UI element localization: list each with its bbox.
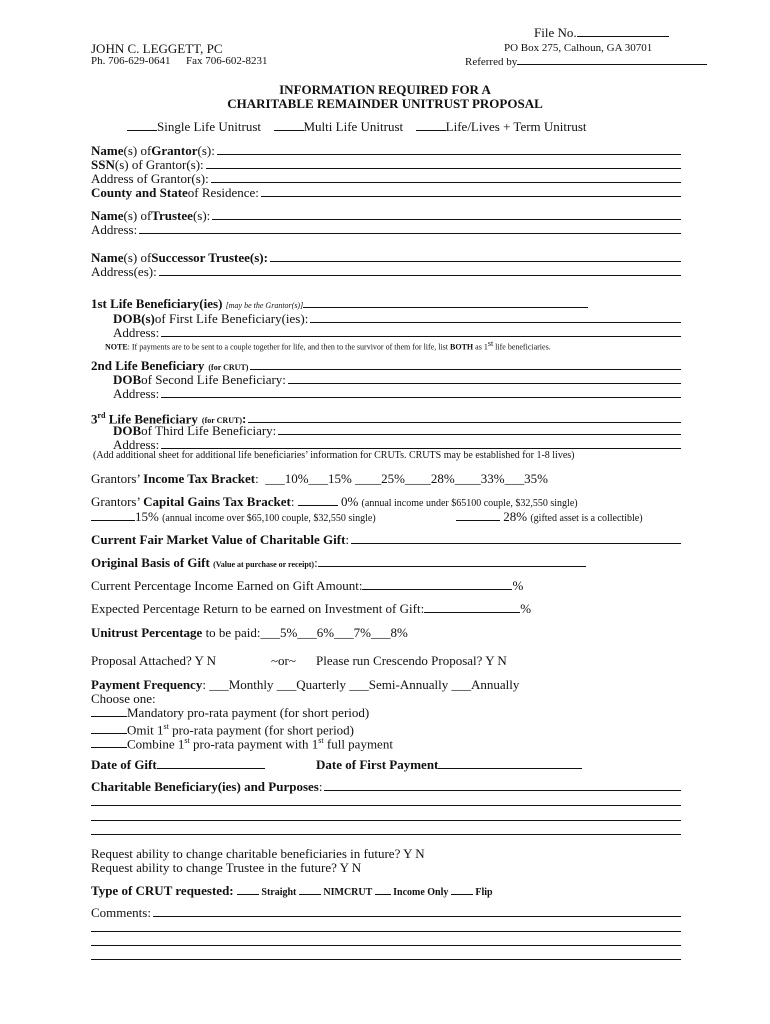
trustee-name-a: Name — [91, 208, 124, 223]
expected-return-field[interactable] — [424, 601, 520, 613]
proposal-or: ~or~ — [271, 653, 296, 668]
title-line-1: INFORMATION REQUIRED FOR A — [279, 82, 491, 97]
beneficiary3-dob-a: DOB — [113, 423, 142, 438]
beneficiary2-address-row — [113, 386, 681, 401]
single-life-checkbox[interactable] — [127, 119, 157, 131]
county-state-field[interactable] — [261, 185, 681, 197]
grantor-ssn-a: SSN — [91, 157, 115, 172]
original-basis-label: Original Basis of Gift — [91, 555, 210, 570]
beneficiary3-dob-field[interactable] — [278, 423, 681, 435]
beneficiary3-address-label: Address: — [113, 437, 160, 452]
successor-address-label: Address(es): — [91, 264, 157, 279]
grantor-ssn-row — [91, 157, 681, 172]
date-of-gift-row — [91, 757, 265, 772]
grantor-address-label: Address of Grantor(s): — [91, 171, 209, 186]
successor-name-field[interactable] — [270, 250, 681, 262]
grantor-name-row — [91, 143, 681, 158]
county-state-a: County and State — [91, 185, 188, 200]
pro-rata-3-label-b: pro-rata payment with 1 — [189, 736, 319, 752]
beneficiary3-tag: (for CRUT) — [201, 416, 242, 426]
beneficiary2-dob-row — [113, 372, 681, 387]
capital-gains-15-row — [91, 509, 376, 526]
pro-rata-3-sup-1: st — [184, 736, 190, 745]
beneficiary1-note: [may be the Grantor(s)] — [225, 301, 304, 310]
county-state-row — [91, 185, 681, 200]
footnote-d: as 1 — [473, 342, 488, 352]
beneficiary1-field[interactable] — [303, 296, 588, 308]
firm-name: JOHN C. LEGGETT, PC — [91, 41, 223, 56]
income-tax-label-b: Income Tax Bracket — [143, 471, 256, 486]
date-first-payment-row — [316, 757, 582, 772]
date-of-gift-field[interactable] — [157, 757, 265, 769]
footnote-b: : If payments are to be sent to a couple together for life, and then to the survivor of them for life, list — [127, 342, 451, 352]
date-first-payment-label: Date of First Payment — [316, 757, 439, 772]
beneficiary1-label: 1st Life Beneficiary(ies) — [91, 296, 223, 311]
footnote-sup: st — [487, 339, 494, 348]
beneficiary2-dob-field[interactable] — [288, 372, 681, 384]
income-tax-options[interactable]: ___10%___15% ____25%____28%____33%___35% — [265, 471, 548, 486]
file-no — [534, 25, 669, 40]
capital-gains-row: Grantors’ Capital Gains Tax Bracket: 0% (annual income under $65100 couple, $32,550 single) — [91, 494, 578, 509]
firm-fax: Fax 706-602-8231 — [185, 55, 268, 67]
charitable-field[interactable] — [324, 779, 681, 791]
income-only-field[interactable] — [375, 883, 391, 895]
grantor-name-a: Name — [91, 143, 124, 158]
beneficiary3-label: 3rd Life Beneficiary — [91, 411, 198, 427]
unitrust-row — [91, 625, 408, 640]
grantor-address-field[interactable] — [211, 171, 681, 183]
comments-field[interactable] — [153, 905, 681, 917]
beneficiary2-dob-a: DOB — [113, 372, 142, 387]
expected-return-label: Expected Percentage Return to be earned on Investment of Gift: — [91, 601, 425, 616]
beneficiary1-dob-a: DOB(s) — [113, 311, 155, 326]
firm-address: PO Box 275, Calhoun, GA 30701 — [504, 42, 653, 54]
charitable-label: Charitable Beneficiary(ies) and Purposes — [91, 779, 319, 794]
comments-line-3[interactable] — [91, 945, 681, 946]
income-only-label: Income Only — [393, 887, 449, 898]
trustee-name-b: (s) of — [123, 208, 152, 223]
beneficiary2-tag: (for CRUT) — [208, 363, 249, 372]
cg-0-note: (annual income under $65100 couple, $32,550 single) — [361, 498, 578, 509]
flip-label: Flip — [475, 887, 493, 898]
pro-rata-3-label-c: full payment — [323, 736, 393, 752]
trustee-name-field[interactable] — [212, 208, 681, 220]
successor-name-c: Successor Trustee(s): — [151, 250, 268, 265]
crut-type-row — [91, 883, 493, 900]
expected-return-row: Expected Percentage Return to be earned on Investment of Gift: % — [91, 601, 532, 616]
grantor-name-b: (s) of — [123, 143, 152, 158]
date-of-gift-label: Date of Gift — [91, 757, 157, 772]
beneficiary3-field[interactable] — [248, 411, 681, 423]
grantor-name-field[interactable] — [217, 143, 681, 155]
beneficiary3-dob-row — [113, 423, 681, 438]
footnote-e: life beneficiaries. — [493, 342, 551, 352]
beneficiary1-dob-b: of First Life Beneficiary(ies): — [154, 311, 309, 326]
beneficiary1-dob-field[interactable] — [310, 311, 681, 323]
cg-28-label: 28% — [503, 509, 528, 524]
proposal-attached[interactable]: Proposal Attached? Y N — [91, 653, 217, 668]
income-tax-row: Grantors’ Income Tax Bracket: ___10%___15% ____25%____28%____33%___35% — [91, 471, 548, 486]
charitable-line-4[interactable] — [91, 834, 681, 835]
term-unitrust-checkbox[interactable] — [416, 119, 446, 131]
referred-by — [465, 55, 707, 68]
fair-market-label: Current Fair Market Value of Charitable Gift — [91, 532, 346, 547]
successor-address-row — [91, 264, 681, 279]
nimcrut-label: NIMCRUT — [323, 887, 373, 898]
payment-frequency-options[interactable]: : ___Monthly ___Quarterly ___Semi-Annually ___Annually — [202, 677, 520, 692]
beneficiary2-address-label: Address: — [113, 386, 160, 401]
county-state-b: of Residence: — [187, 185, 259, 200]
beneficiary1-address-row — [113, 325, 681, 340]
cg-28-field[interactable] — [456, 509, 500, 521]
pro-rata-3-field[interactable] — [91, 736, 127, 748]
original-basis-note: (Value at purchase or receipt) — [213, 560, 315, 569]
charitable-line-3[interactable] — [91, 820, 681, 821]
successor-name-a: Name — [91, 250, 124, 265]
trustee-address-field[interactable] — [139, 222, 681, 234]
referred-by-field[interactable] — [517, 55, 707, 65]
request-trustee[interactable]: Request ability to change Trustee in the future? Y N — [91, 860, 362, 875]
beneficiary1-dob-row — [113, 311, 681, 326]
file-no-label: File No. — [534, 25, 577, 40]
grantor-address-row — [91, 171, 681, 186]
single-life-label: Single Life Unitrust — [157, 119, 261, 134]
beneficiary2-dob-b: of Second Life Beneficiary: — [141, 372, 286, 387]
unitrust-options[interactable]: ___5%___6%___7%___8% — [260, 625, 408, 640]
original-basis-field[interactable] — [318, 555, 586, 567]
beneficiary3-row: 3rd Life Beneficiary (for CRUT) : — [91, 408, 681, 428]
trustee-address-row — [91, 222, 681, 237]
referred-by-label: Referred by — [465, 56, 518, 68]
cg-0-field[interactable] — [298, 494, 338, 506]
income-earned-row: Current Percentage Income Earned on Gift Amount: % — [91, 578, 524, 593]
payment-frequency-row — [91, 677, 519, 692]
flip-field[interactable] — [451, 883, 473, 895]
capital-gains-28-row — [456, 509, 643, 526]
beneficiary2-field[interactable] — [250, 358, 681, 370]
grantor-ssn-b: (s) of Grantor(s): — [114, 157, 204, 172]
pro-rata-1-field[interactable] — [91, 705, 127, 717]
title-line-2: CHARITABLE REMAINDER UNITRUST PROPOSAL — [227, 96, 543, 111]
request-beneficiaries[interactable]: Request ability to change charitable beneficiaries in future? Y N — [91, 846, 425, 861]
successor-address-field[interactable] — [159, 264, 681, 276]
comments-line-2[interactable] — [91, 931, 681, 932]
pro-rata-2-label-b: pro-rata payment (for short period) — [168, 722, 355, 738]
payment-frequency-label: Payment Frequency — [91, 677, 203, 692]
fair-market-row: Current Fair Market Value of Charitable Gift : — [91, 532, 681, 547]
pro-rata-option-1 — [91, 705, 369, 720]
pro-rata-1-label: Mandatory pro-rata payment (for short period) — [127, 705, 370, 720]
date-first-payment-field[interactable] — [438, 757, 582, 769]
cg-15-field[interactable] — [91, 509, 135, 521]
charitable-row: Charitable Beneficiary(ies) and Purposes : — [91, 779, 681, 794]
comments-label: Comments: — [91, 905, 151, 920]
multi-life-checkbox[interactable] — [274, 119, 304, 131]
straight-field[interactable] — [237, 883, 259, 895]
cg-0-label: 0% — [340, 494, 359, 509]
beneficiary2-address-field[interactable] — [161, 386, 681, 398]
beneficiary1-address-field[interactable] — [161, 325, 681, 337]
trust-type-options — [127, 119, 587, 134]
original-basis-row: Original Basis of Gift (Value at purchase or receipt): — [91, 555, 586, 572]
firm-phone-fax — [91, 55, 268, 67]
pro-rata-3-sup-2: st — [318, 736, 324, 745]
firm-phone: Ph. 706-629-0641 — [91, 55, 171, 67]
grantor-name-d: (s): — [197, 143, 215, 158]
footnote-c: BOTH — [450, 342, 474, 352]
successor-name-row — [91, 250, 681, 265]
beneficiary3-dob-b: of Third Life Beneficiary: — [141, 423, 277, 438]
term-unitrust-label: Life/Lives + Term Unitrust — [445, 119, 587, 134]
income-earned-label: Current Percentage Income Earned on Gift Amount: — [91, 578, 363, 593]
footnote-a: NOTE — [105, 342, 128, 352]
cg-15-note: (annual income over $65,100 couple, $32,550 single) — [162, 513, 376, 524]
comments-row — [91, 905, 681, 920]
income-tax-label-a: Grantors’ — [91, 471, 144, 486]
unitrust-label-a: Unitrust Percentage — [91, 625, 203, 640]
trustee-name-d: (s): — [192, 208, 211, 223]
charitable-line-2[interactable] — [91, 805, 681, 806]
beneficiary3-address-field[interactable] — [161, 437, 681, 449]
choose-one: Choose one: — [91, 691, 156, 706]
pro-rata-option-3 — [91, 733, 393, 751]
cg-28-note: (gifted asset is a collectible) — [530, 513, 643, 524]
cg-label-b: Capital Gains Tax Bracket — [143, 494, 291, 509]
income-earned-field[interactable] — [362, 578, 512, 590]
multi-life-label: Multi Life Unitrust — [303, 119, 404, 134]
comments-line-4[interactable] — [91, 959, 681, 960]
successor-name-b: (s) of — [123, 250, 152, 265]
beneficiary1-address-label: Address: — [113, 325, 160, 340]
additional-beneficiaries-note: (Add additional sheet for additional life beneficiaries’ information for CRUTs. CRUTS may be established for 1-8 lives) — [93, 450, 575, 461]
pro-rata-2-label-a: Omit 1 — [127, 722, 164, 738]
grantor-ssn-field[interactable] — [206, 157, 681, 169]
straight-label: Straight — [261, 887, 297, 898]
trustee-name-c: Trustee — [151, 208, 193, 223]
crut-type-label: Type of CRUT requested: — [91, 883, 237, 898]
trustee-name-row — [91, 208, 681, 223]
proposal-crescendo[interactable]: Please run Crescendo Proposal? Y N — [316, 653, 507, 668]
beneficiary2-label: 2nd Life Beneficiary — [91, 358, 205, 373]
beneficiary1-footnote — [105, 339, 551, 352]
grantor-name-c: Grantor — [151, 143, 198, 158]
cg-label-a: Grantors’ — [91, 494, 144, 509]
file-no-field[interactable] — [577, 25, 669, 37]
nimcrut-field[interactable] — [299, 883, 321, 895]
cg-15-label: 15% — [135, 509, 159, 524]
pro-rata-2-sup: st — [163, 722, 169, 731]
trustee-address-label: Address: — [91, 222, 138, 237]
unitrust-label-b: to be paid: — [202, 625, 261, 640]
pro-rata-3-label-a: Combine 1 — [127, 736, 185, 752]
fair-market-field[interactable] — [351, 532, 681, 544]
